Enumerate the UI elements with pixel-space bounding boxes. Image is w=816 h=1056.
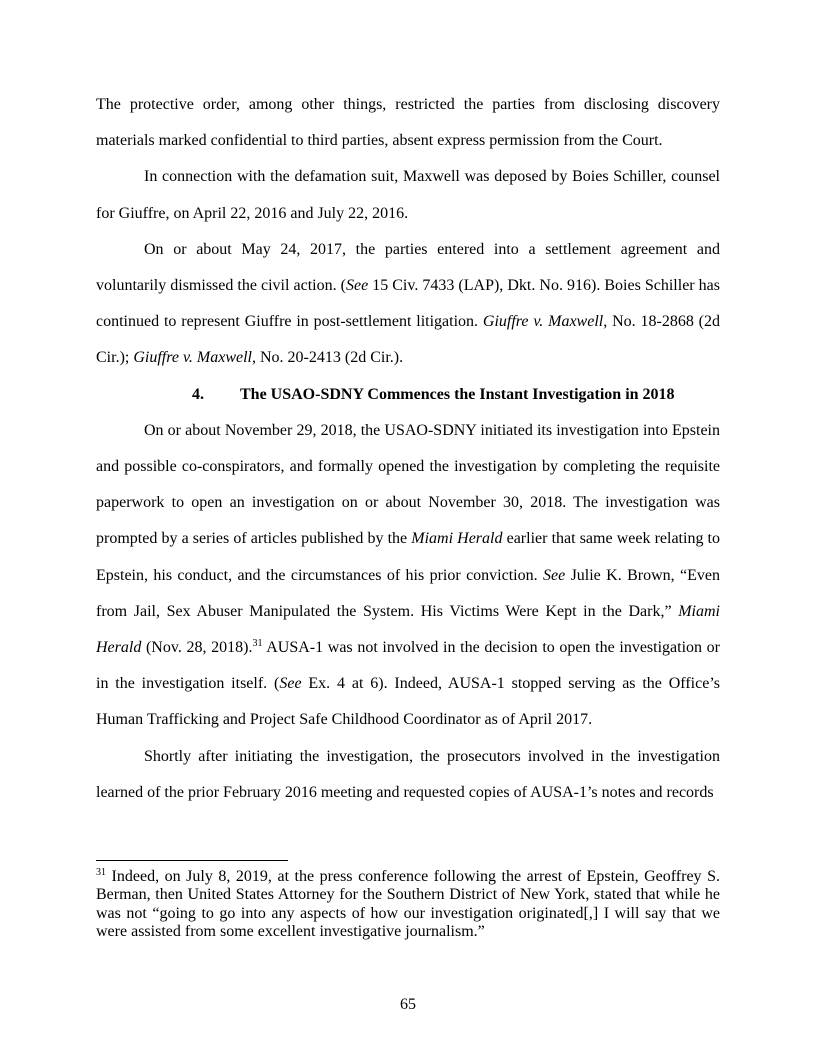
citation-signal: See — [345, 277, 369, 295]
citation-signal: See — [542, 566, 566, 584]
text-run: , No. 20-2413 (2d Cir.). — [251, 349, 404, 367]
section-title: The USAO-SDNY Commences the Instant Investigation in 2018 — [240, 385, 675, 403]
text-run: (Nov. 28, 2018). — [141, 639, 253, 657]
footnote-text: Indeed, on July 8, 2019, at the press conference following the arrest of Epstein, Geoffrey S. Berman, then United States Attorney for the Southern District of New York, stated that while he was not “going to go into any aspects of how our investigation originated[,] I will say that we were assisted from some excellent investigative journalism.” — [96, 868, 720, 941]
page-number: 65 — [400, 996, 416, 1013]
footnote-number: 31 — [96, 867, 106, 878]
paragraph-settlement — [96, 232, 720, 377]
text-run: On or about November 29, 2018, the USAO-SDNY initiated its investigation into Epstein and possible co-conspirators, and formally opened the investigation by completing the requisite paperwork to open an investigation on or about November 30, 2018. The investigation was prompted by a series of articles published by the — [96, 421, 720, 548]
publication-name: Miami Herald — [411, 530, 503, 548]
paragraph-deposition: In connection with the defamation suit, Maxwell was deposed by Boies Schiller, counsel for Giuffre, on April 22, 2016 and July 22, 2016. — [96, 168, 720, 222]
footnote-reference: 31 — [252, 638, 263, 650]
section-heading — [96, 377, 720, 413]
case-name: Giuffre v. Maxwell — [482, 313, 604, 331]
document-body — [96, 87, 720, 811]
text-run: Ex. 4 at 6). Indeed, AUSA-1 stopped serving as the Office’s Human Trafficking and Project Safe Childhood Coordinator as of April 2017. — [96, 675, 720, 729]
case-name: Giuffre v. Maxwell — [133, 349, 252, 367]
paragraph-investigation — [96, 413, 720, 739]
text-run: earlier that same week relating to Epstein, his conduct, and the circumstances of his prior conviction. — [96, 530, 721, 584]
text-run: On or about May 24, 2017, the parties entered into a settlement agreement and voluntarily dismissed the civil action. ( — [96, 240, 720, 295]
text-run: AUSA-1 was not involved in the decision to open the investigation or in the investigation itself. ( — [96, 639, 721, 693]
text-run: Julie K. Brown, “Even from Jail, Sex Abuser Manipulated the System. His Victims Were Kept in the Dark,” — [96, 566, 720, 620]
footnote-31 — [96, 868, 720, 942]
publication-name: Miami Herald — [96, 602, 720, 657]
citation-signal: See — [279, 675, 302, 693]
footnote-separator — [96, 860, 288, 861]
paragraph-prior-meeting: Shortly after initiating the investigation, the prosecutors involved in the investigation learned of the prior February 2016 meeting and requested copies of AUSA-1’s notes and records — [96, 747, 720, 801]
section-number: 4. — [192, 385, 204, 403]
paragraph-protective-order: The protective order, among other things, restricted the parties from disclosing discovery materials marked confidential to third parties, absent express permission from the Court. — [96, 96, 720, 150]
text-run: , No. 18-2868 (2d Cir.); — [96, 313, 720, 367]
text-run: 15 Civ. 7433 (LAP), Dkt. No. 916). Boies Schiller has continued to represent Giuffre in post-settlement litigation. — [96, 277, 721, 331]
